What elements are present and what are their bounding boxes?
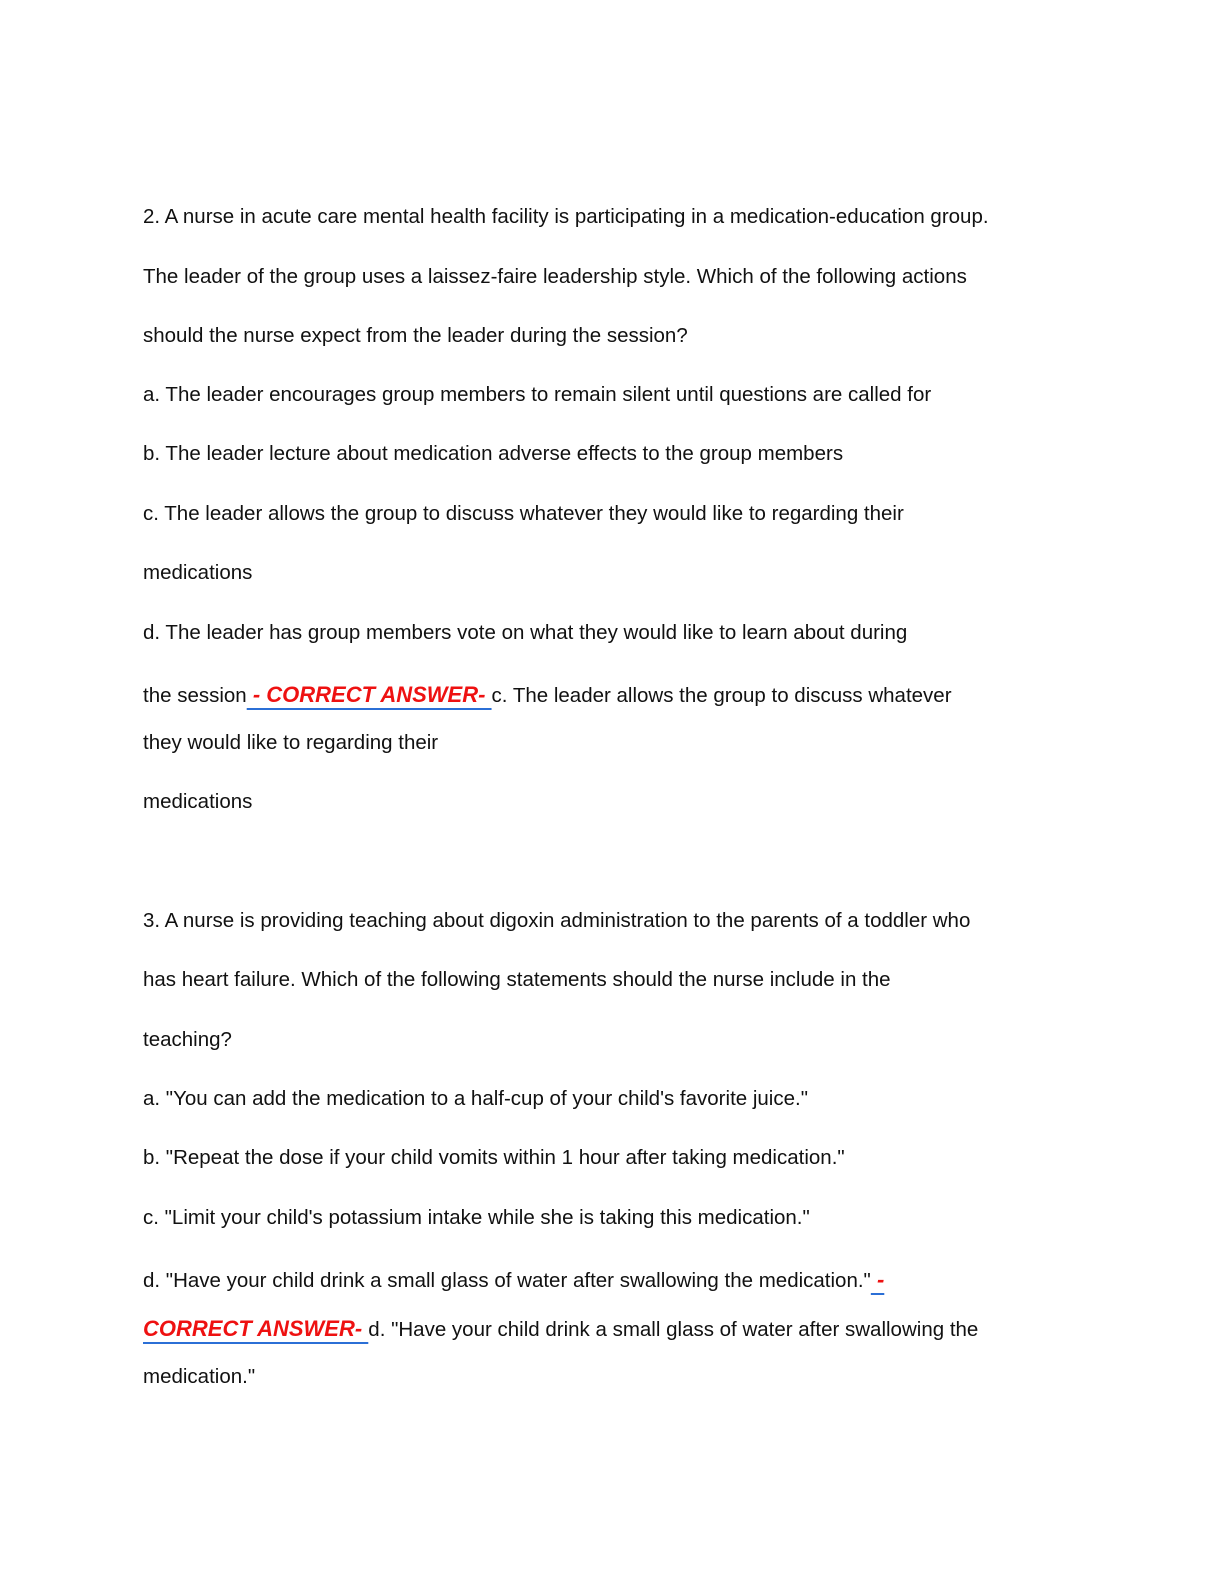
question-2-answer-text-line-1: c. The leader allows the group to discuss whatever <box>491 684 952 707</box>
correct-answer-tag: - CORRECT ANSWER- <box>246 682 492 707</box>
question-2-option-a: a. The leader encourages group members to remain silent until questions are called for <box>143 383 932 406</box>
question-2-option-c-line-2: medications <box>143 561 253 584</box>
question-2-answer-text-line-2: they would like to regarding their <box>143 731 439 754</box>
question-3-answer-line <box>143 1318 978 1341</box>
question-2-answer-text-line-3: medications <box>143 790 253 813</box>
question-2-stem-line-3: should the nurse expect from the leader during the session? <box>143 324 688 347</box>
question-3-option-b: b. "Repeat the dose if your child vomits within 1 hour after taking medication." <box>143 1146 845 1169</box>
question-3-option-a: a. "You can add the medication to a half-cup of your child's favorite juice." <box>143 1087 808 1110</box>
correct-answer-tag-part-1: - <box>870 1267 885 1292</box>
question-2-option-c-line-1: c. The leader allows the group to discuss whatever they would like to regarding their <box>143 502 904 525</box>
question-2-answer-line <box>143 684 952 707</box>
question-2-option-d-line-2: the session <box>143 684 247 707</box>
question-3-answer-text-line-1: d. "Have your child drink a small glass of water after swallowing the <box>368 1318 979 1341</box>
question-3-option-d-line <box>143 1269 884 1292</box>
question-3-option-c: c. "Limit your child's potassium intake while she is taking this medication." <box>143 1206 810 1229</box>
question-2-stem-line-1: 2. A nurse in acute care mental health facility is participating in a medication-education group. <box>143 205 989 228</box>
question-3-answer-text-line-2: medication." <box>143 1365 256 1388</box>
question-3-option-d: d. "Have your child drink a small glass of water after swallowing the medication." <box>143 1269 871 1292</box>
question-2-stem-line-2: The leader of the group uses a laissez-faire leadership style. Which of the following actions <box>143 265 967 288</box>
question-3-stem-line-1: 3. A nurse is providing teaching about digoxin administration to the parents of a toddler who <box>143 909 971 932</box>
question-3-stem-line-2: has heart failure. Which of the following statements should the nurse include in the <box>143 968 891 991</box>
question-3-stem-line-3: teaching? <box>143 1028 232 1051</box>
question-2-option-d-line-1: d. The leader has group members vote on what they would like to learn about during <box>143 621 908 644</box>
correct-answer-tag-part-2: CORRECT ANSWER- <box>143 1316 369 1341</box>
question-2-option-b: b. The leader lecture about medication adverse effects to the group members <box>143 442 844 465</box>
